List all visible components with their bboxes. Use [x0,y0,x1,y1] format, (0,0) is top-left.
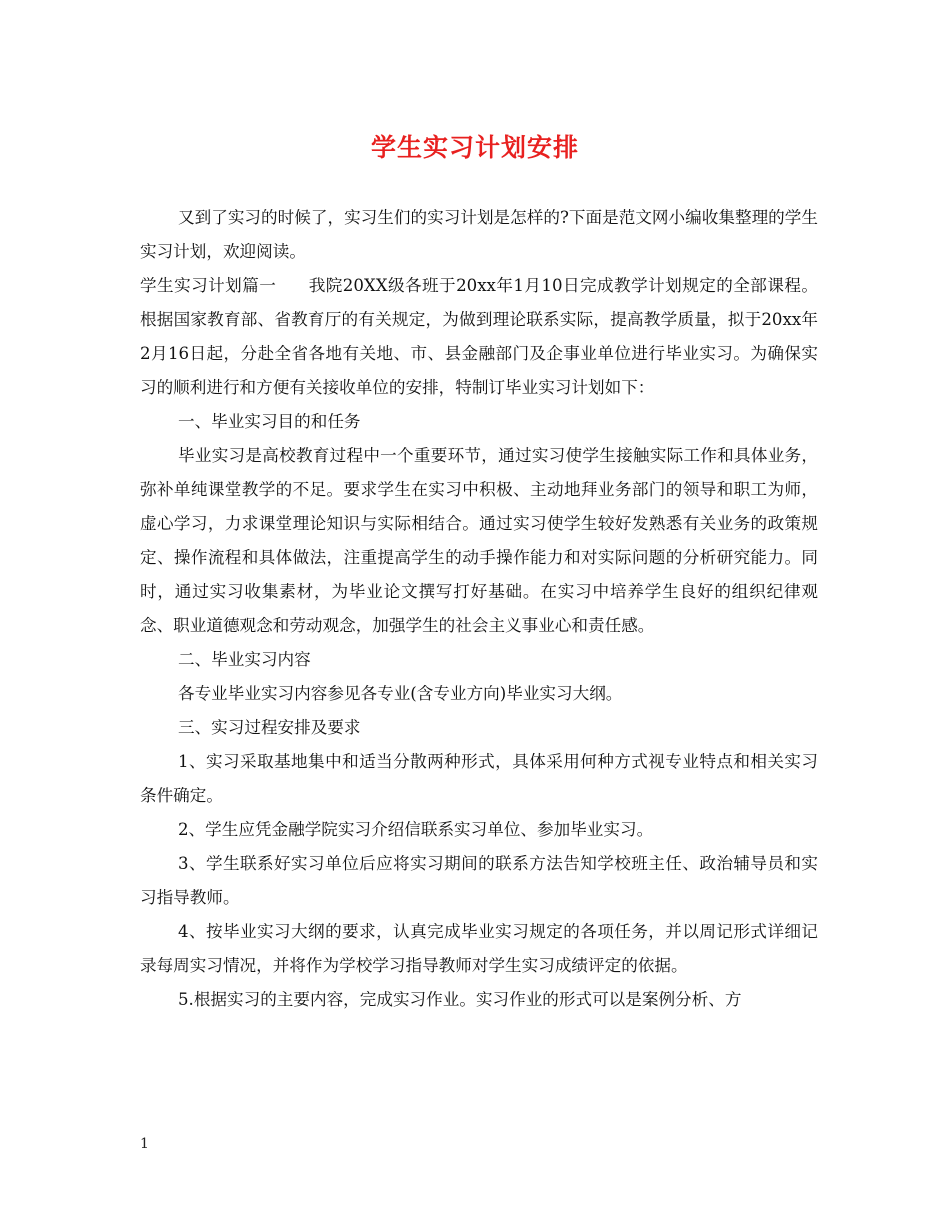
list-item: 5.根据实习的主要内容，完成实习作业。实习作业的形式可以是案例分析、方 [178,990,742,1009]
plan-paragraph [140,269,818,405]
list-item: 4、按毕业实习大纲的要求，认真完成毕业实习规定的各项任务，并以周记形式详细记录每周实习情况，并将作为学校学习指导教师对学生实习成绩评定的依据。 [140,922,818,975]
section-1-paragraph: 毕业实习是高校教育过程中一个重要环节，通过实习使学生接触实际工作和具体业务，弥补单纯课堂教学的不足。要求学生在实习中积极、主动地拜业务部门的领导和职工为师，虚心学习，力求课堂理论知识与实际相结合。通过实习使学生较好发熟悉有关业务的政策规定、操作流程和具体做法，注重提高学生的动手操作能力和对实际问题的分析研究能力。同时，通过实习收集素材，为毕业论文撰写打好基础。在实习中培养学生良好的组织纪律观念、职业道德观念和劳动观念，加强学生的社会主义事业心和责任感。 [140,446,818,635]
document-title: 学生实习计划安排 [370,133,579,162]
section-2-paragraph: 各专业毕业实习内容参见各专业(含专业方向)毕业实习大纲。 [178,684,623,703]
plan-label: 学生实习计划篇一 [140,276,277,295]
list-item: 2、学生应凭金融学院实习介绍信联系实习单位、参加毕业实习。 [178,820,654,839]
document-body [140,201,818,1017]
page-number: 1 [140,1136,149,1152]
section-heading-3: 三、实习过程安排及要求 [178,718,361,737]
section-heading-1: 一、毕业实习目的和任务 [178,412,361,431]
list-item: 1、实习采取基地集中和适当分散两种形式，具体采用何种方式视专业特点和相关实习条件确定。 [140,752,818,805]
plan-text: 我院20XX级各班于20xx年1月10日完成教学计划规定的全部课程。根据国家教育部、省教育厅的有关规定，为做到理论联系实际，提高教学质量，拟于20xx年2月16日起，分赴全省各地有关地、市、县金融部门及企事业单位进行毕业实习。为确保实习的顺利进行和方便有关接收单位的安排，特制订毕业实习计划如下： [140,276,819,397]
list-item: 3、学生联系好实习单位后应将实习期间的联系方法告知学校班主任、政治辅导员和实习指导教师。 [140,854,818,907]
intro-paragraph: 又到了实习的时候了，实习生们的实习计划是怎样的?下面是范文网小编收集整理的学生实习计划，欢迎阅读。 [140,208,818,261]
section-heading-2: 二、毕业实习内容 [178,650,311,669]
